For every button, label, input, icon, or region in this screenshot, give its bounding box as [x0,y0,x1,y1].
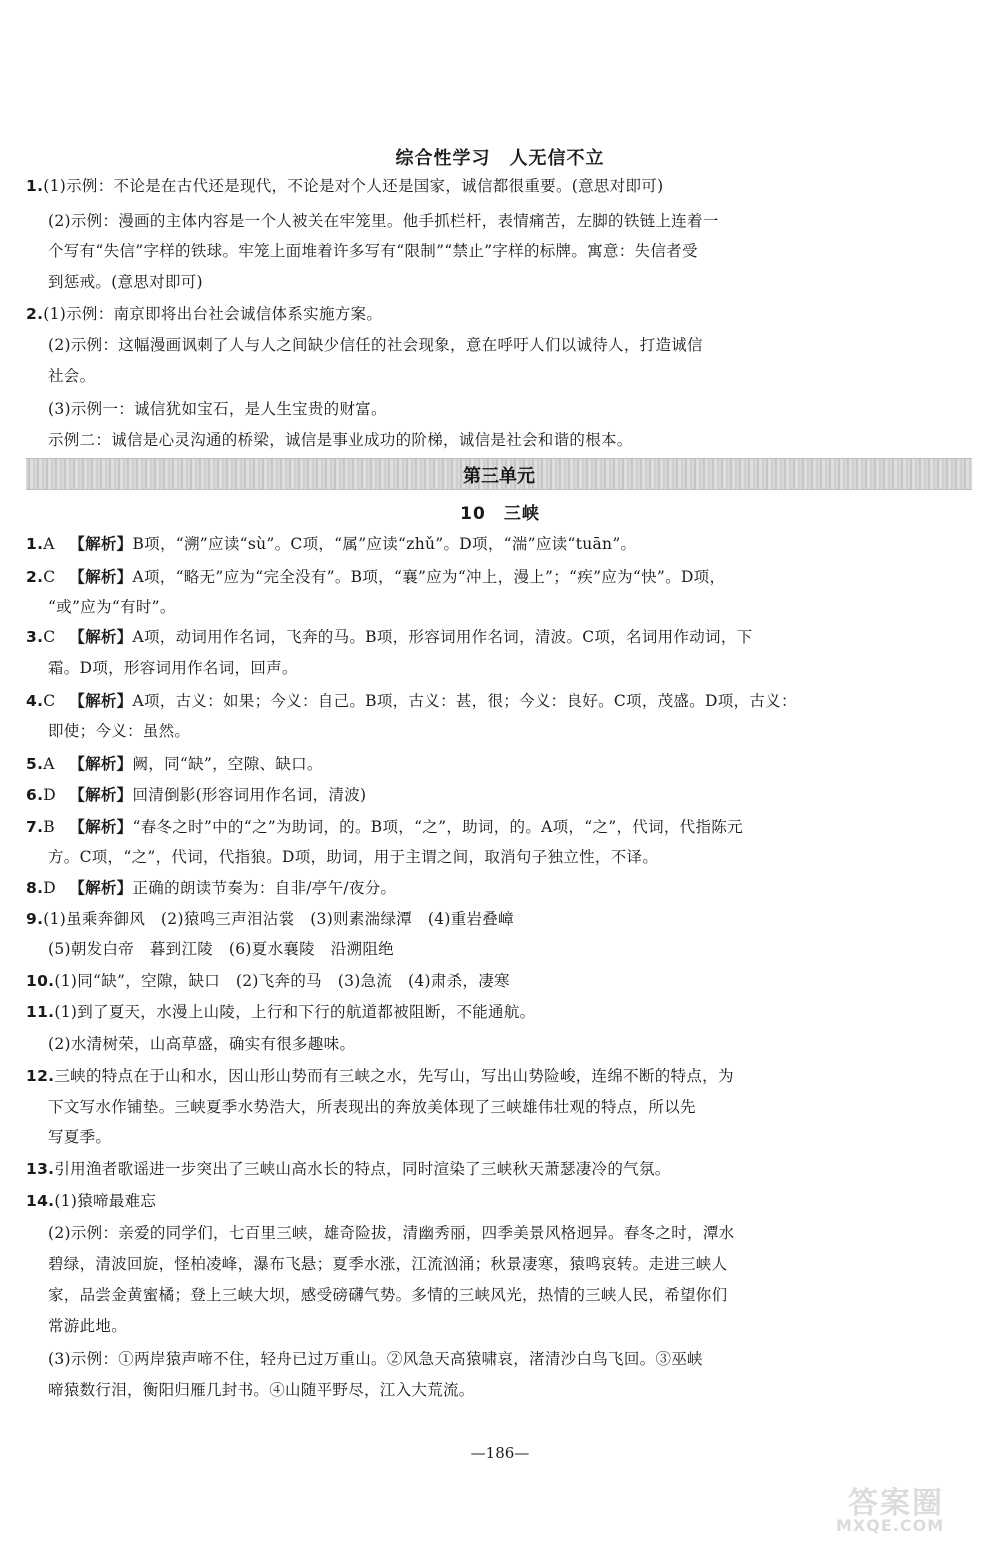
answer-text: (1)示例：南京即将出台社会诚信体系实施方案。 [43,305,383,323]
choice-letter: C [43,692,56,710]
answer-text: A项，古义：如果；今义：自己。B项，古义：甚，很；今义：良好。C项，茂盛。D项，古义： [132,692,797,710]
answer-line: (2)水清树荣，山高草盛，确实有很多趣味。 [48,1035,356,1053]
lesson-title: 10 三峡 [460,504,540,524]
answer-text: “春冬之时”中的“之”为助词，的。B项，“之”，助词，的。A项，“之”，代词，代指陈元 [132,818,743,836]
answer-line [26,754,323,774]
question-number: 2. [26,568,44,586]
analysis-tag: 【解析】 [69,755,133,773]
answer-line: (5)朝发白帝 暮到江陵 (6)夏水襄陵 沿溯阻绝 [48,940,394,958]
question-number: 5. [26,755,44,773]
answer-text: 阙，同“缺”，空隙、缺口。 [132,755,323,773]
answer-line: 到惩戒。(意思对即可) [48,273,203,291]
answer-text: A项，动词用作名词，飞奔的马。B项，形容词用作名词，清波。C项，名词用作动词，下 [132,628,753,646]
watermark-logo [832,1478,992,1536]
answer-line [26,971,510,991]
answer-line [26,817,743,837]
question-number: 10. [26,972,55,990]
question-number: 3. [26,628,44,646]
answer-line [26,534,636,554]
answer-line [26,1159,671,1179]
page-number: —186— [470,1444,530,1462]
answer-line: “或”应为“有时”。 [48,598,176,616]
answer-text: 引用渔者歌谣进一步突出了三峡山高水长的特点，同时渲染了三峡秋天萧瑟凄冷的气氛。 [54,1160,671,1178]
analysis-tag: 【解析】 [69,879,133,897]
answer-line: (3)示例：①两岸猿声啼不住，轻舟已过万重山。②风急天高猿啸哀，渚清沙白鸟飞回。③巫峡 [48,1350,703,1368]
analysis-tag: 【解析】 [69,568,133,586]
question-number: 1. [26,177,44,195]
question-number: 12. [26,1067,55,1085]
analysis-tag: 【解析】 [69,535,133,553]
watermark-domain: MXQE.COM [836,1516,945,1535]
question-number: 8. [26,879,44,897]
question-number: 11. [26,1003,55,1021]
answer-line: (2)示例：这幅漫画讽刺了人与人之间缺少信任的社会现象，意在呼吁人们以诚待人，打造诚信 [48,336,703,354]
question-number: 13. [26,1160,55,1178]
answer-line: (2)示例：亲爱的同学们，七百里三峡，雄奇险拔，清幽秀丽，四季美景风格迥异。春冬之时，潭水 [48,1224,735,1242]
answer-text: 正确的朗读节奏为：自非/亭午/夜分。 [132,879,397,897]
answer-line: 写夏季。 [48,1128,112,1146]
watermark-text: 答案圈 [848,1486,944,1521]
answer-line [26,909,514,929]
unit-title: 第三单元 [463,466,535,487]
answer-line [26,1002,535,1022]
section-title: 综合性学习 人无信不立 [395,148,605,169]
answer-text: 回清倒影(形容词用作名词，清波) [132,786,367,804]
answer-text: (1)虽乘奔御风 (2)猿鸣三声泪沾裳 (3)则素湍绿潭 (4)重岩叠嶂 [43,910,514,928]
choice-letter: B [43,818,55,836]
answer-line: 个写有“失信”字样的铁球。牢笼上面堆着许多写有“限制”“禁止”字样的标牌。寓意：失信者受 [48,242,698,260]
question-number: 9. [26,910,44,928]
answer-line [26,176,663,196]
answer-line [26,567,725,587]
answer-text: (1)同“缺”，空隙，缺口 (2)飞奔的马 (3)急流 (4)肃杀，凄寒 [54,972,510,990]
answer-text: B项，“溯”应读“sù”。C项，“属”应读“zhǔ”。D项，“湍”应读“tuān”。 [132,535,637,553]
answer-line [26,691,797,711]
analysis-tag: 【解析】 [69,692,133,710]
answer-line [26,304,382,324]
answer-text: A项，“略无”应为“完全没有”。B项，“襄”应为“冲上，漫上”；“疾”应为“快”。D项， [132,568,726,586]
analysis-tag: 【解析】 [69,628,133,646]
answer-text: 三峡的特点在于山和水，因山形山势而有三峡之水，先写山，写出山势险峻，连绵不断的特点，为 [54,1067,734,1085]
choice-letter: A [43,535,55,553]
answer-line: 社会。 [48,367,96,385]
choice-letter: C [43,628,56,646]
answer-line: 下文写水作铺垫。三峡夏季水势浩大，所表现出的奔放美体现了三峡雄伟壮观的特点，所以先 [48,1098,696,1116]
choice-letter: A [43,755,55,773]
unit-banner [26,458,972,490]
analysis-tag: 【解析】 [69,818,133,836]
answer-line: 霜。D项，形容词用作名词，回声。 [48,659,298,677]
answer-line: (2)示例：漫画的主体内容是一个人被关在牢笼里。他手抓栏杆，表情痛苦，左脚的铁链上连着一 [48,212,719,230]
analysis-tag: 【解析】 [69,786,133,804]
answer-line: 示例二：诚信是心灵沟通的桥梁，诚信是事业成功的阶梯，诚信是社会和谐的根本。 [48,431,633,449]
choice-letter: D [43,879,57,897]
question-number: 7. [26,818,44,836]
answer-text: (1)示例：不论是在古代还是现代，不论是对个人还是国家，诚信都很重要。(意思对即可) [43,177,664,195]
question-number: 14. [26,1192,55,1210]
answer-line: 碧绿，清波回旋，怪柏凌峰，瀑布飞悬；夏季水涨，江流汹涌；秋景凄寒，猿鸣哀转。走进三峡人 [48,1255,728,1273]
answer-text: (1)到了夏天，水漫上山陵，上行和下行的航道都被阻断，不能通航。 [54,1003,536,1021]
question-number: 6. [26,786,44,804]
choice-letter: C [43,568,56,586]
answer-line: 家，品尝金黄蜜橘；登上三峡大坝，感受磅礴气势。多情的三峡风光，热情的三峡人民，希望你们 [48,1286,728,1304]
answer-line [26,627,752,647]
choice-letter: D [43,786,57,804]
answer-line: 即使；今义：虽然。 [48,722,191,740]
question-number: 2. [26,305,44,323]
answer-line [26,1066,734,1086]
question-number: 4. [26,692,44,710]
question-number: 1. [26,535,44,553]
answer-line: (3)示例一：诚信犹如宝石，是人生宝贵的财富。 [48,400,387,418]
answer-line: 常游此地。 [48,1317,128,1335]
answer-text: (1)猿啼最难忘 [54,1192,157,1210]
answer-line [26,878,396,898]
answer-line [26,785,366,805]
answer-line: 方。C项，“之”，代词，代指狼。D项，助词，用于主谓之间，取消句子独立性，不译。 [48,848,659,866]
answer-line [26,1191,156,1211]
answer-line: 啼猿数行泪，衡阳归雁几封书。④山随平野尽，江入大荒流。 [48,1381,475,1399]
